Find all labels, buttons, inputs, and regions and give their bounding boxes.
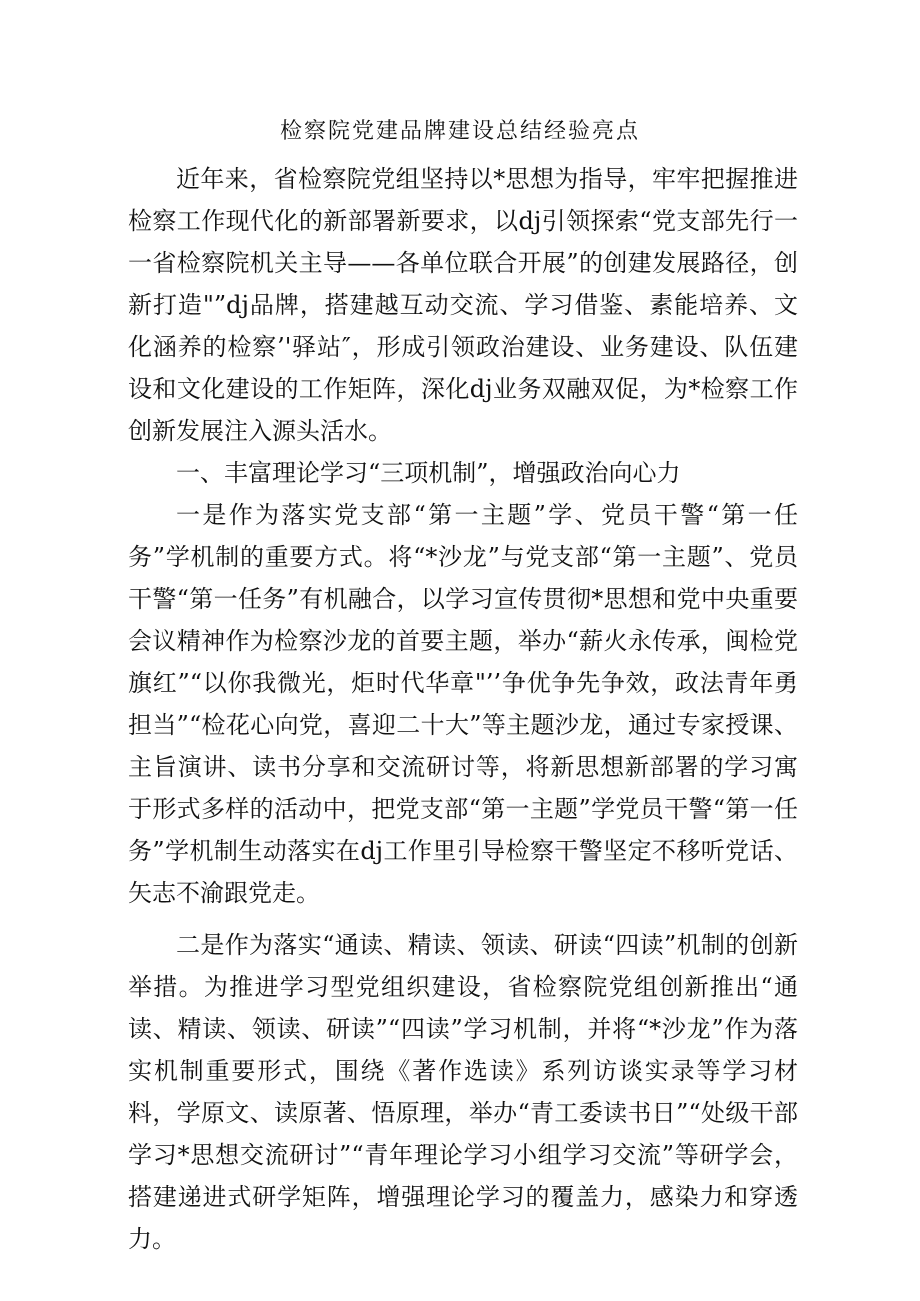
paragraph-point-2: 二是作为落实“通读、精读、领读、研读“四读”机制的创新举措。为推进学习型党组织建设，省检察院党组创新推出“通读、精读、领读、研读”“四读”学习机制，并将“*沙龙”作为落实机制重要形式，围绕《著作选读》系列访谈实录等学习材料，学原文、读原著、悟原理，举办“青工委读书日”“处级干部学习*思想交流研讨”“青年理论学习小组学习交流”等研学会，搭建递进式研学矩阵，增强理论学习的覆盖力，感染力和穿透力。 <box>128 931 798 1253</box>
paragraph-point-1: 一是作为落实党支部“第一主题”学、党员干警“第一任务”学机制的重要方式。将“*沙龙”与党支部“第一主题”、党员干警“第一任务”有机融合，以学习宣传贯彻*思想和党中央重要会议精神作为检察沙龙的首要主题，举办“薪火永传承，闽检党旗红”“以你我微光，炬时代华章"’’争优争先争效，政法青年勇担当”“检花心向党，喜迎二十大”等主题沙龙，通过专家授课、主旨演讲、读书分享和交流研讨等，将新思想新部署的学习寓于形式多样的活动中，把党支部“第一主题”学党员干警“第一任务”学机制生动落实在dj工作里引导检察干警坚定不移听党话、矢志不渝跟党走。 <box>128 501 798 907</box>
section-heading-1: 一、丰富理论学习“三项机制”，增强政治向心力 <box>176 459 681 487</box>
document-title: 检察院党建品牌建设总结经验亮点 <box>279 119 640 144</box>
document-body <box>128 158 798 1260</box>
intro-paragraph: 近年来，省检察院党组坚持以*思想为指导，牢牢把握推进检察工作现代化的新部署新要求，以dj引领探索“党支部先行一一省检察院机关主导——各单位联合开展”的创建发展路径，创新打造"”dj品牌，搭建越互动交流、学习借鉴、素能培养、文化涵养的检察’'驿站″，形成引领政治建设、业务建设、队伍建设和文化建设的工作矩阵，深化dj业务双融双促，为*检察工作创新发展注入源头活水。 <box>128 165 798 445</box>
